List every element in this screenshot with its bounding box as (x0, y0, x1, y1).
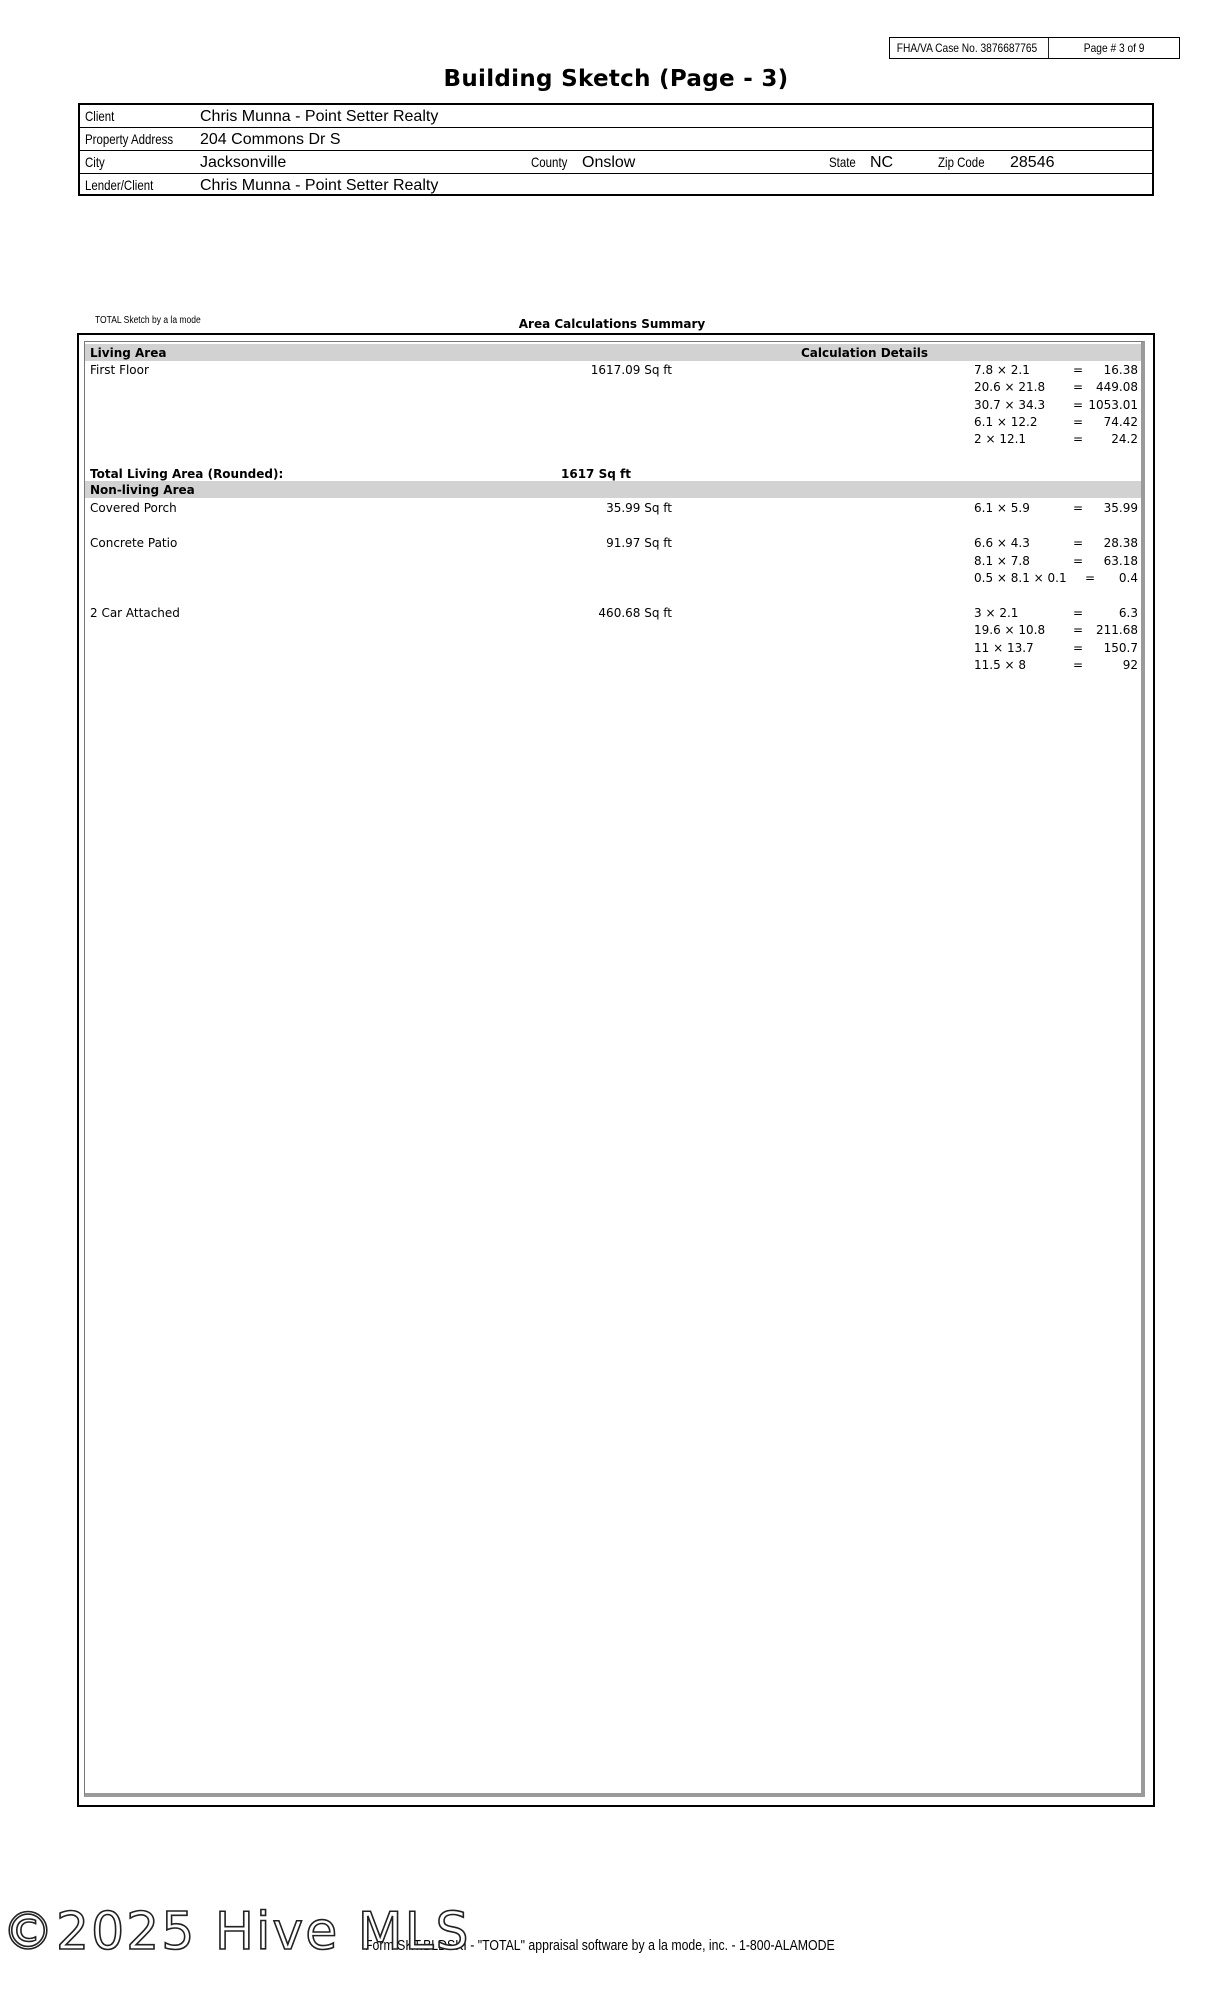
case-info-box (889, 37, 1180, 59)
calc-result: 92 (1122, 658, 1138, 672)
calc-expr: 6.1 × 5.9 (974, 501, 1030, 515)
calc-result: 0.4 (1118, 571, 1138, 585)
client-label: Client (85, 108, 115, 124)
city-value: Jacksonville (200, 154, 287, 171)
lender-label: Lender/Client (85, 177, 154, 193)
first-floor-area: 1617.09 Sq ft (590, 363, 672, 377)
concrete-patio-label: Concrete Patio (90, 536, 178, 550)
calc-expr: 11.5 × 8 (974, 658, 1027, 672)
calc-equals: = (1073, 641, 1084, 655)
calc-result: 24.2 (1111, 432, 1138, 446)
calc-equals: = (1073, 623, 1084, 637)
calc-expr: 0.5 × 8.1 × 0.1 (974, 571, 1067, 585)
zip-label: Zip Code (938, 154, 985, 170)
calc-equals: = (1073, 606, 1084, 620)
calc-result: 6.3 (1118, 606, 1138, 620)
area-calculations-panel (84, 341, 1145, 1797)
calc-result: 63.18 (1103, 554, 1138, 568)
calc-expr: 19.6 × 10.8 (974, 623, 1046, 637)
calc-equals: = (1073, 380, 1084, 394)
living-area-header-band (85, 344, 1141, 361)
calc-expr: 6.1 × 12.2 (974, 415, 1038, 429)
address-label: Property Address (85, 131, 174, 147)
calculation-details-heading: Calculation Details (801, 346, 929, 360)
address-row (80, 128, 1152, 151)
footer-form-text: Form SKT.BLDSKI - "TOTAL" appraisal software by a la mode, inc. - 1-800-ALAMODE (365, 1937, 835, 1954)
calc-expr: 7.8 × 2.1 (974, 363, 1030, 377)
property-header-table (78, 103, 1154, 196)
total-living-area-value: 1617 Sq ft (561, 467, 631, 481)
state-label: State (829, 154, 856, 170)
calc-equals: = (1073, 501, 1084, 515)
lender-row (80, 174, 1152, 197)
calc-result: 74.42 (1103, 415, 1138, 429)
calc-result: 16.38 (1103, 363, 1138, 377)
summary-title: Area Calculations Summary (518, 317, 706, 331)
calc-equals: = (1073, 432, 1084, 446)
calc-equals: = (1073, 554, 1084, 568)
calc-equals: = (1073, 536, 1084, 550)
calc-expr: 8.1 × 7.8 (974, 554, 1030, 568)
page-title: Building Sketch (Page - 3) (443, 66, 789, 92)
state-value: NC (870, 154, 894, 171)
calc-expr: 30.7 × 34.3 (974, 398, 1046, 412)
city-row (80, 151, 1152, 174)
covered-porch-area: 35.99 Sq ft (606, 501, 672, 515)
client-value: Chris Munna - Point Setter Realty (200, 108, 439, 125)
calc-equals: = (1073, 363, 1084, 377)
calc-expr: 2 × 12.1 (974, 432, 1027, 446)
concrete-patio-area: 91.97 Sq ft (606, 536, 672, 550)
county-label: County (531, 154, 568, 170)
calc-equals: = (1073, 415, 1084, 429)
county-value: Onslow (582, 154, 636, 171)
calc-result: 211.68 (1096, 623, 1138, 637)
non-living-area-header-band (85, 481, 1141, 498)
garage-label: 2 Car Attached (90, 606, 180, 620)
calc-result: 28.38 (1103, 536, 1138, 550)
living-area-heading: Living Area (90, 346, 167, 360)
area-calculations-box (77, 333, 1155, 1807)
covered-porch-label: Covered Porch (90, 501, 177, 515)
mls-watermark: ©2025 Hive MLS (2, 1902, 471, 1962)
calc-expr: 6.6 × 4.3 (974, 536, 1030, 550)
calc-result: 150.7 (1103, 641, 1138, 655)
zip-value: 28546 (1010, 154, 1055, 171)
calc-equals: = (1073, 398, 1084, 412)
calc-result: 35.99 (1103, 501, 1138, 515)
lender-value: Chris Munna - Point Setter Realty (200, 177, 439, 194)
calc-equals: = (1085, 571, 1096, 585)
client-row (80, 105, 1152, 128)
calc-expr: 20.6 × 21.8 (974, 380, 1046, 394)
sketch-software-note: TOTAL Sketch by a la mode (95, 315, 201, 326)
address-value: 204 Commons Dr S (200, 131, 341, 148)
calc-result: 1053.01 (1088, 398, 1138, 412)
total-living-area-label: Total Living Area (Rounded): (90, 467, 284, 481)
calc-expr: 3 × 2.1 (974, 606, 1019, 620)
calc-expr: 11 × 13.7 (974, 641, 1034, 655)
first-floor-label: First Floor (90, 363, 149, 377)
city-label: City (85, 154, 105, 170)
case-number: FHA/VA Case No. 3876687765 (890, 38, 1049, 58)
calc-equals: = (1073, 658, 1084, 672)
page-number: Page # 3 of 9 (1083, 41, 1145, 55)
garage-area: 460.68 Sq ft (598, 606, 672, 620)
non-living-area-heading: Non-living Area (90, 483, 195, 497)
calc-result: 449.08 (1096, 380, 1138, 394)
